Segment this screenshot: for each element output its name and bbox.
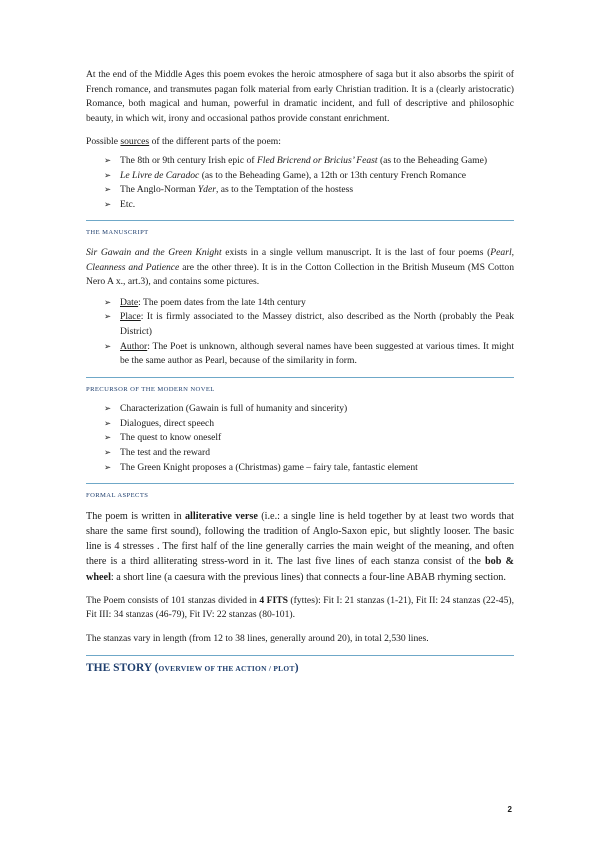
arrow-bullet-icon: ➢ [104, 341, 112, 352]
arrow-bullet-icon: ➢ [104, 185, 112, 196]
list-item: ➢ The quest to know oneself [86, 431, 514, 446]
manuscript-list [86, 296, 514, 369]
list-item: ➢ Etc. [86, 198, 514, 213]
manuscript-paragraph: Sir Gawain and the Green Knight exists in a single vellum manuscript. It is the last of four poems (Pearl, Cleanness and Patience are the other three). It is in the Cotton Collection in the British Museum (MS Cotton Nero A x., art.3), and contains some pictures. [86, 246, 515, 288]
list-item: ➢ Le Livre de Caradoc (as to the Beheading Game), a 12th or 13th century French Romance [86, 169, 514, 184]
section-title-manuscript: THE MANUSCRIPT [86, 229, 149, 237]
arrow-bullet-icon: ➢ [104, 199, 112, 210]
page-number: 2 [507, 805, 512, 814]
arrow-bullet-icon: ➢ [104, 170, 112, 181]
list-item: ➢ The Anglo-Norman Yder, as to the Temptation of the hostess [86, 183, 514, 198]
list-item: ➢ Author: The Poet is unknown, although several names have been suggested at various times. It might be the same author as Pearl, because of the similarity in form. [104, 340, 514, 367]
sources-underlined: sources [120, 136, 150, 148]
formal-paragraph-3: The stanzas vary in length (from 12 to 38 lines, generally around 20), in total 2,530 lines. [86, 633, 429, 645]
list-item: ➢ Characterization (Gawain is full of humanity and sincerity) [86, 402, 514, 417]
section-title-precursor: PRECURSOR OF THE MODERN NOVEL [86, 385, 215, 393]
section-divider [86, 483, 514, 484]
section-title-formal: FORMAL ASPECTS [86, 492, 149, 500]
arrow-bullet-icon: ➢ [104, 418, 112, 429]
arrow-bullet-icon: ➢ [104, 297, 112, 308]
list-item: ➢ Date: The poem dates from the late 14th century [86, 296, 514, 311]
document-page [86, 68, 514, 676]
formal-paragraph-2: The Poem consists of 101 stanzas divided in 4 FITS (fyttes): Fit I: 21 stanzas (1-21), Fit II: 24 stanzas (22-45), Fit III: 34 stanzas (46-79), Fit IV: 22 stanzas (80-101). [86, 594, 514, 621]
list-item: ➢ Dialogues, direct speech [86, 417, 514, 432]
story-heading: THE STORY (OVERVIEW OF THE ACTION / PLOT) [86, 661, 299, 674]
arrow-bullet-icon: ➢ [104, 433, 112, 444]
section-divider [86, 655, 514, 656]
precursor-list [86, 402, 514, 475]
arrow-bullet-icon: ➢ [104, 448, 112, 459]
sources-heading: Possible sources of the different parts of the poem: [86, 136, 281, 148]
arrow-bullet-icon: ➢ [104, 312, 112, 323]
list-item: ➢ Place: It is firmly associated to the Massey district, also described as the North (probably the Peak District) [104, 311, 514, 337]
arrow-bullet-icon: ➢ [104, 155, 112, 166]
arrow-bullet-icon: ➢ [104, 404, 112, 415]
sources-list [86, 154, 514, 212]
list-item: ➢ The test and the reward [86, 446, 514, 461]
arrow-bullet-icon: ➢ [104, 462, 112, 473]
section-divider [86, 220, 514, 221]
formal-paragraph-1: The poem is written in alliterative verse (i.e.: a single line is held together by at least two words that share the same first sound), following the tradition of Anglo-Saxon epic, but slightly looser. The basic line is 4 stresses . The first half of the line generally carries the main weight of the meaning, and often there is a third alliterating stress-word in it. The last five lines of each stanza consist of the bob & wheel: a short line (a caesura with the previous lines) that connects a four-line ABAB rhyming section. [86, 510, 514, 583]
list-item: ➢ The Green Knight proposes a (Christmas) game – fairy tale, fantastic element [86, 461, 514, 476]
list-item: ➢ The 8th or 9th century Irish epic of Fled Bricrend or Bricius’ Feast (as to the Beheading Game) [86, 154, 514, 169]
section-divider [86, 377, 514, 378]
intro-paragraph: At the end of the Middle Ages this poem evokes the heroic atmosphere of saga but it also absorbs the spirit of French romance, and transmutes pagan folk material from early Christian tradition. It is a (clearly aristocratic) Romance, both magical and human, powerful in dramatic incident, and full of descriptive and philosophic beauty, in which wit, irony and occasional pathos provide constant enrichment. [86, 69, 514, 124]
